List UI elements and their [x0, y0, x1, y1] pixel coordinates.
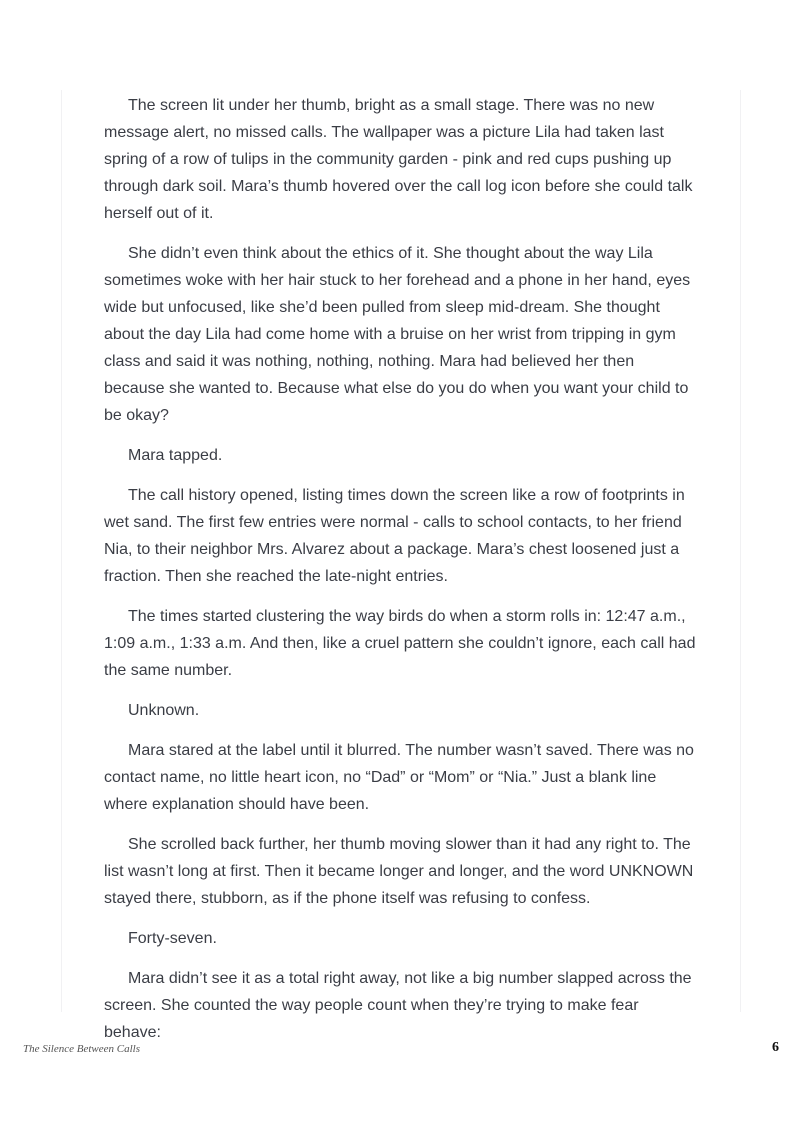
paragraph-2: She didn’t even think about the ethics of it. She thought about the way Lila sometimes woke with her hair stuck to her forehead and a phone in her hand, eyes wide but unfocused, like she’d been pulled from sleep mid-dream. She thought about the day Lila had come home with a bruise on her wrist from tripping in gym class and said it was nothing, nothing, nothing. Mara had believed her then because she wanted to. Because what else do you do when you want your child to be okay? — [104, 245, 691, 424]
paragraph-7: Mara stared at the label until it blurred. The number wasn’t saved. There was no contact name, no little heart icon, no “Dad” or “Mom” or “Nia.” Just a blank line where explanation should have been. — [104, 742, 694, 813]
footer-book-title: The Silence Between Calls — [23, 1043, 140, 1055]
paragraph-6: Unknown. — [128, 702, 200, 719]
paragraph-1: The screen lit under her thumb, bright as a small stage. There was no new message alert, no missed calls. The wallpaper was a picture Lila had taken last spring of a row of tulips in the community garden - pink and red cups pushing up through dark soil. Mara’s thumb hovered over the call log icon before she could talk herself out of it. — [104, 97, 693, 222]
paragraph-4: The call history opened, listing times down the screen like a row of footprints in wet sand. The first few entries were normal - calls to school contacts, to her friend Nia, to their neighbor Mrs. Alvarez about a package. Mara’s chest loosened just a fraction. Then she reached the late-night entries. — [104, 487, 685, 585]
page-number: 6 — [772, 1040, 779, 1055]
paragraph-3: Mara tapped. — [128, 447, 223, 464]
paragraph-10: Mara didn’t see it as a total right away, not like a big number slapped across the screen. She counted the way people count when they’re trying to make fear behave: — [104, 970, 692, 1041]
text-column — [61, 90, 741, 1041]
paragraph-5: The times started clustering the way birds do when a storm rolls in: 12:47 a.m., 1:09 a.m., 1:33 a.m. And then, like a cruel pattern she couldn’t ignore, each call had the same number. — [104, 608, 696, 679]
paragraph-9: Forty-seven. — [128, 930, 217, 947]
paragraph-8: She scrolled back further, her thumb moving slower than it had any right to. The list wasn’t long at first. Then it became longer and longer, and the word UNKNOWN stayed there, stubborn, as if the phone itself was refusing to confess. — [104, 836, 694, 907]
